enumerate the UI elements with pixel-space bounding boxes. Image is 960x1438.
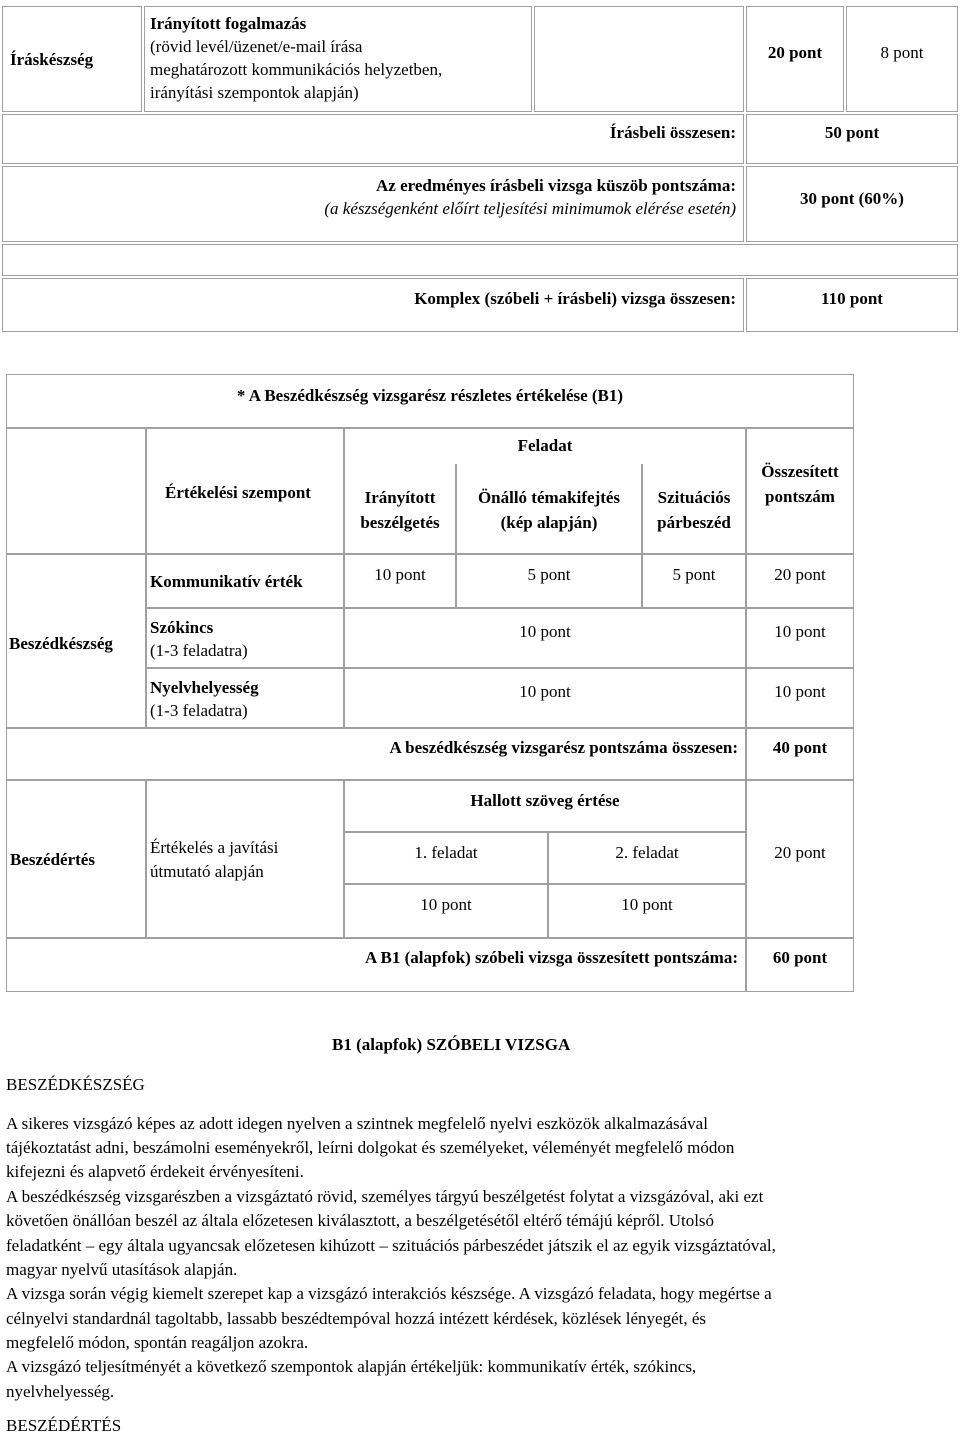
col-task3-line2: párbeszéd: [657, 513, 731, 532]
paragraph-1-line-1: A sikeres vizsgázó képes az adott idegen nyelven a szintnek megfelelő nyelvi eszközök alkalmazásával: [6, 1114, 708, 1133]
paragraph-4-line-1: A vizsgázó teljesítményét a következő szempontok alapján értékeljük: kommunikatív érték, szókincs,: [6, 1357, 697, 1376]
speaking-label: Beszédkészség: [9, 634, 113, 653]
paragraph-3-line-2: célnyelvi standardnál tagoltabb, lassabb beszédtempóval hozzá intézett kérdések, közlések lényegét, és: [6, 1309, 707, 1328]
cell-hdr-left: [6, 428, 146, 554]
listening-total: 20 pont: [774, 843, 826, 862]
task-title: Irányított fogalmazás: [150, 14, 307, 33]
paragraph-3-line-3: megfelelő módon, spontán reagáljon azokra.: [6, 1333, 309, 1352]
row1-t1: 10 pont: [374, 565, 426, 584]
oral-total-value: 60 pont: [772, 948, 828, 967]
row2-note: (1-3 feladatra): [150, 641, 248, 660]
paragraph-4-line-2: nyelvhelyesség.: [6, 1382, 115, 1401]
complex-label: Komplex (szóbeli + írásbeli) vizsga összesen:: [414, 289, 736, 308]
speaking-sum-label: A beszédkészség vizsgarész pontszáma összesen:: [389, 738, 738, 757]
task-desc-3: irányítási szempontok alapján): [150, 83, 359, 102]
row1-t2: 5 pont: [527, 565, 571, 584]
listening-task1-points: 10 pont: [420, 895, 472, 914]
col-total-line2: pontszám: [765, 487, 835, 506]
cell-hdr-task1: [344, 464, 456, 554]
listening-criterion-line2: útmutató alapján: [150, 862, 264, 881]
col-total-line1: Összesített: [761, 462, 839, 481]
row2-total: 10 pont: [774, 622, 826, 641]
task-desc-1: (rövid levél/üzenet/e-mail írása: [150, 37, 363, 56]
cell-listening-criterion: [146, 780, 344, 938]
col-task1-line1: Irányított: [364, 488, 436, 507]
col-task2-line2: (kép alapján): [500, 513, 598, 532]
cell-hdr-task2: [456, 464, 642, 554]
listening-task2-points: 10 pont: [621, 895, 673, 914]
row3-note: (1-3 feladatra): [150, 701, 248, 720]
row3-total: 10 pont: [774, 682, 826, 701]
skill-label: Íráskészség: [10, 50, 94, 69]
threshold-value: 30 pont (60%): [800, 189, 904, 208]
paragraph-2-line-1: A beszédkészség vizsgarészben a vizsgáztató rövid, személyes tárgyú beszélgetést folytat a vizsgázóval, aki ezt: [6, 1187, 764, 1206]
row1-t3: 5 pont: [672, 565, 716, 584]
listening-header: Hallott szöveg értése: [470, 791, 620, 810]
speaking-sum-value: 40 pont: [772, 738, 828, 757]
row3-name: Nyelvhelyesség: [150, 678, 259, 697]
col-task2-line1: Önálló témakifejtés: [477, 488, 621, 507]
row1-name: Kommunikatív érték: [150, 572, 303, 591]
paragraph-1-line-3: kifejezni és alapvető érdekeit érvényesíteni.: [6, 1162, 304, 1181]
row2-merged: 10 pont: [519, 622, 571, 641]
listening-task2: 2. feladat: [615, 843, 679, 862]
cell-blank: [534, 6, 744, 112]
task-points: 20 pont: [767, 43, 823, 62]
complex-value: 110 pont: [821, 289, 883, 308]
col-task-group: Feladat: [517, 436, 573, 455]
listening-label: Beszédértés: [10, 850, 95, 869]
col-criterion: Értékelési szempont: [165, 483, 311, 502]
main-title: B1 (alapfok) SZÓBELI VIZSGA: [332, 1035, 571, 1054]
heading-beszedertes: BESZÉDÉRTÉS: [6, 1416, 122, 1435]
total-value: 50 pont: [824, 123, 880, 142]
speaking-title: * A Beszédkészség vizsgarész részletes értékelése (B1): [236, 386, 624, 405]
paragraph-2-line-4: magyar nyelvű utasítások alapján.: [6, 1260, 238, 1279]
paragraph-2-line-3: feladatként – egy általa ugyancsak előzetesen kihúzott – szituációs párbeszédet játszik el az egyik vizsgáztatóval,: [6, 1236, 776, 1255]
listening-task1: 1. feladat: [414, 843, 478, 862]
listening-criterion-line1: Értékelés a javítási: [150, 838, 279, 857]
row2-name: Szókincs: [150, 618, 214, 637]
threshold-label: Az eredményes írásbeli vizsga küszöb pontszáma:: [376, 176, 736, 195]
heading-beszedkeszseg: BESZÉDKÉSZSÉG: [6, 1075, 145, 1094]
row3-merged: 10 pont: [519, 682, 571, 701]
total-label: Írásbeli összesen:: [609, 123, 736, 142]
paragraph-3-line-1: A vizsga során végig kiemelt szerepet kap a vizsgázó interakciós készsége. A vizsgázó feladata, hogy megértse a: [6, 1284, 772, 1303]
col-task1-line2: beszélgetés: [360, 513, 440, 532]
task-desc-2: meghatározott kommunikációs helyzetben,: [150, 60, 443, 79]
cell-hdr-task3: [642, 464, 746, 554]
threshold-note: (a készségenként előírt teljesítési minimumok elérése esetén): [324, 199, 736, 218]
cell-spacer: [2, 244, 958, 276]
paragraph-1-line-2: tájékoztatást adni, beszámolni eseményekről, leírni dolgokat és személyeket, véleményét megfelelő módon: [6, 1138, 735, 1157]
oral-total-label: A B1 (alapfok) szóbeli vizsga összesített pontszáma:: [364, 948, 738, 967]
task-min: 8 pont: [880, 43, 924, 62]
col-task3-line1: Szituációs: [657, 488, 731, 507]
row1-total: 20 pont: [774, 565, 826, 584]
paragraph-2-line-2: követően önállóan beszél az általa előzetesen kiválasztott, a beszélgetésétől eltérő témájú képről. Utolsó: [6, 1211, 715, 1230]
